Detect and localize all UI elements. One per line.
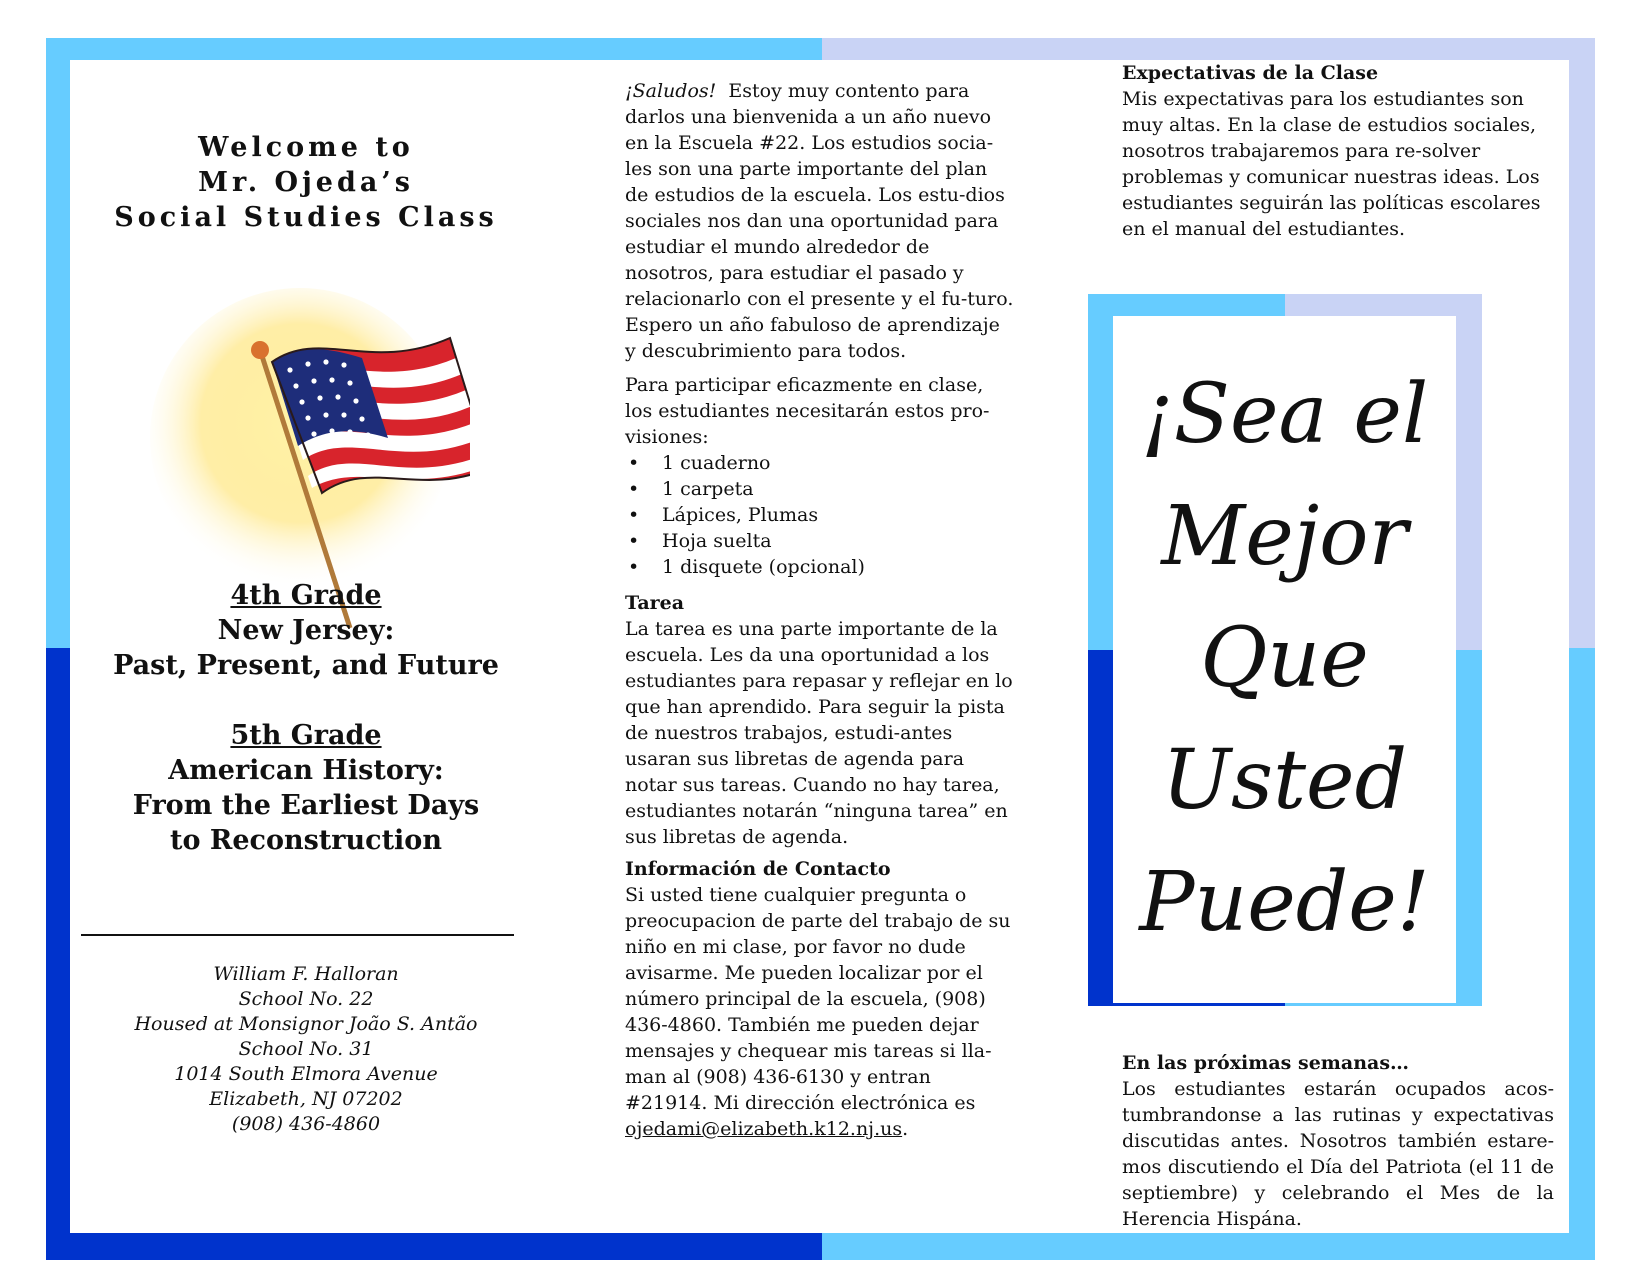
- homework-heading: Tarea: [625, 592, 685, 614]
- grade5-subject-line: American History:: [168, 755, 444, 786]
- motto-line: Puede!: [1139, 855, 1430, 950]
- contact-end: .: [902, 1118, 909, 1140]
- greeting-body: Estoy muy contento para darlos una bienvenida a un año nuevo en la Escuela #22. Los estudios socia-les son una parte importante del plan de estudios de la escuela. Los estu-dios sociales nos dan una oportunidad para estudiar el mundo alrededor de nosotros, para estudiar el pasado y relacionarlo con el presente y el fu-turo. Espero un año fabuloso de aprendizaje y descubrimiento para todos.: [625, 80, 1014, 362]
- motto-line: Mejor: [1161, 489, 1408, 584]
- brochure-page: [70, 60, 1569, 1233]
- supplies-intro: Para participar eficazmente en clase, los estudiantes necesitarán estos pro-visiones:: [625, 374, 990, 448]
- welcome-line: Welcome to: [198, 132, 414, 163]
- list-item: • 1 cuaderno: [628, 452, 771, 474]
- motto-box: [1113, 316, 1456, 1003]
- list-item: • Hoja suelta: [628, 530, 772, 552]
- supplies-list: [625, 450, 1015, 580]
- address-line: School No. 31: [238, 1038, 374, 1060]
- grade5-subject-line: to Reconstruction: [170, 825, 442, 856]
- bullet-icon: •: [628, 478, 640, 500]
- grade5-title: 5th Grade: [230, 720, 382, 751]
- school-address: [70, 962, 542, 1137]
- contact-heading: Información de Contacto: [625, 858, 891, 880]
- left-panel: [70, 60, 542, 1233]
- welcome-line: Mr. Ojeda’s: [198, 167, 414, 198]
- divider-line: [81, 934, 514, 936]
- bullet-icon: •: [628, 452, 640, 474]
- middle-panel: [625, 78, 1015, 1142]
- upcoming-weeks-section: [1122, 1050, 1554, 1232]
- expectations-heading: Expectativas de la Clase: [1122, 62, 1379, 84]
- bullet-icon: •: [628, 556, 640, 578]
- address-line: 1014 South Elmora Avenue: [174, 1063, 438, 1085]
- grade4-subject-line: New Jersey:: [217, 615, 395, 646]
- motto-text: [1113, 354, 1456, 964]
- welcome-line: Social Studies Class: [114, 202, 498, 233]
- us-flag-icon: [150, 288, 470, 628]
- expectations-section: [1122, 60, 1554, 242]
- greeting-paragraph: [625, 78, 1015, 364]
- grade5-subject-line: From the Earliest Days: [132, 790, 480, 821]
- grade4-title: 4th Grade: [230, 580, 382, 611]
- homework-body: La tarea es una parte importante de la escuela. Les da una oportunidad a los estudiantes para repasar y reflejar en lo que han aprendido. Para seguir la pista de nuestros trabajos, estudi-antes usaran sus libretas de agenda para notar sus tareas. Cuando no hay tarea, estudiantes notarán “ninguna tarea” en sus libretas de agenda.: [625, 618, 1013, 848]
- email-link[interactable]: ojedami@elizabeth.k12.nj.us: [625, 1118, 903, 1140]
- bullet-icon: •: [628, 530, 640, 552]
- motto-line: Que: [1200, 611, 1369, 706]
- greeting-lead: ¡Saludos!: [625, 80, 717, 102]
- bullet-icon: •: [628, 504, 640, 526]
- list-item: • 1 carpeta: [628, 478, 754, 500]
- motto-line: Usted: [1161, 733, 1408, 828]
- motto-line: ¡Sea el: [1140, 367, 1429, 462]
- contact-body: Si usted tiene cualquier pregunta o preocupacion de parte del trabajo de su niño en mi clase, por favor no dude avisarme. Me pueden localizar por el número principal de la escuela, (908) 436-4860. También me pueden dejar mensajes y chequear mis tareas si lla-man al (908) 436-6130 y entran #21914. Mi dirección electrónica es: [625, 884, 1011, 1114]
- address-line: William F. Halloran: [213, 963, 399, 985]
- address-line: Housed at Monsignor João S. Antão: [134, 1013, 478, 1035]
- expectations-body: Mis expectativas para los estudiantes son muy altas. En la clase de estudios sociales, nosotros trabajaremos para re-solver problemas y comunicar nuestras ideas. Los estudiantes seguirán las políticas escolares en el manual del estudiantes.: [1122, 88, 1541, 240]
- weeks-body: Los estudiantes estarán ocupados acos-tumbrandonse a las rutinas y expectativas discutidas antes. Nosotros también estare-mos discutiendo el Día del Patriota (el 11 de septiembre) y celebrando el Mes de la Herencia Hispána.: [1122, 1078, 1554, 1230]
- list-item: • 1 disquete (opcional): [628, 556, 865, 578]
- grade5-block: [70, 718, 542, 858]
- address-line: (908) 436-4860: [231, 1113, 381, 1135]
- flag-illustration: [150, 288, 470, 628]
- address-line: School No. 22: [238, 988, 374, 1010]
- contact-body-paragraph: [625, 882, 1015, 1142]
- grade4-block: [70, 578, 542, 683]
- list-item: • Lápices, Plumas: [628, 504, 819, 526]
- weeks-heading: En las próximas semanas…: [1122, 1052, 1410, 1074]
- grade4-subject-line: Past, Present, and Future: [113, 650, 499, 681]
- address-line: Elizabeth, NJ 07202: [209, 1088, 403, 1110]
- welcome-heading: [70, 130, 542, 235]
